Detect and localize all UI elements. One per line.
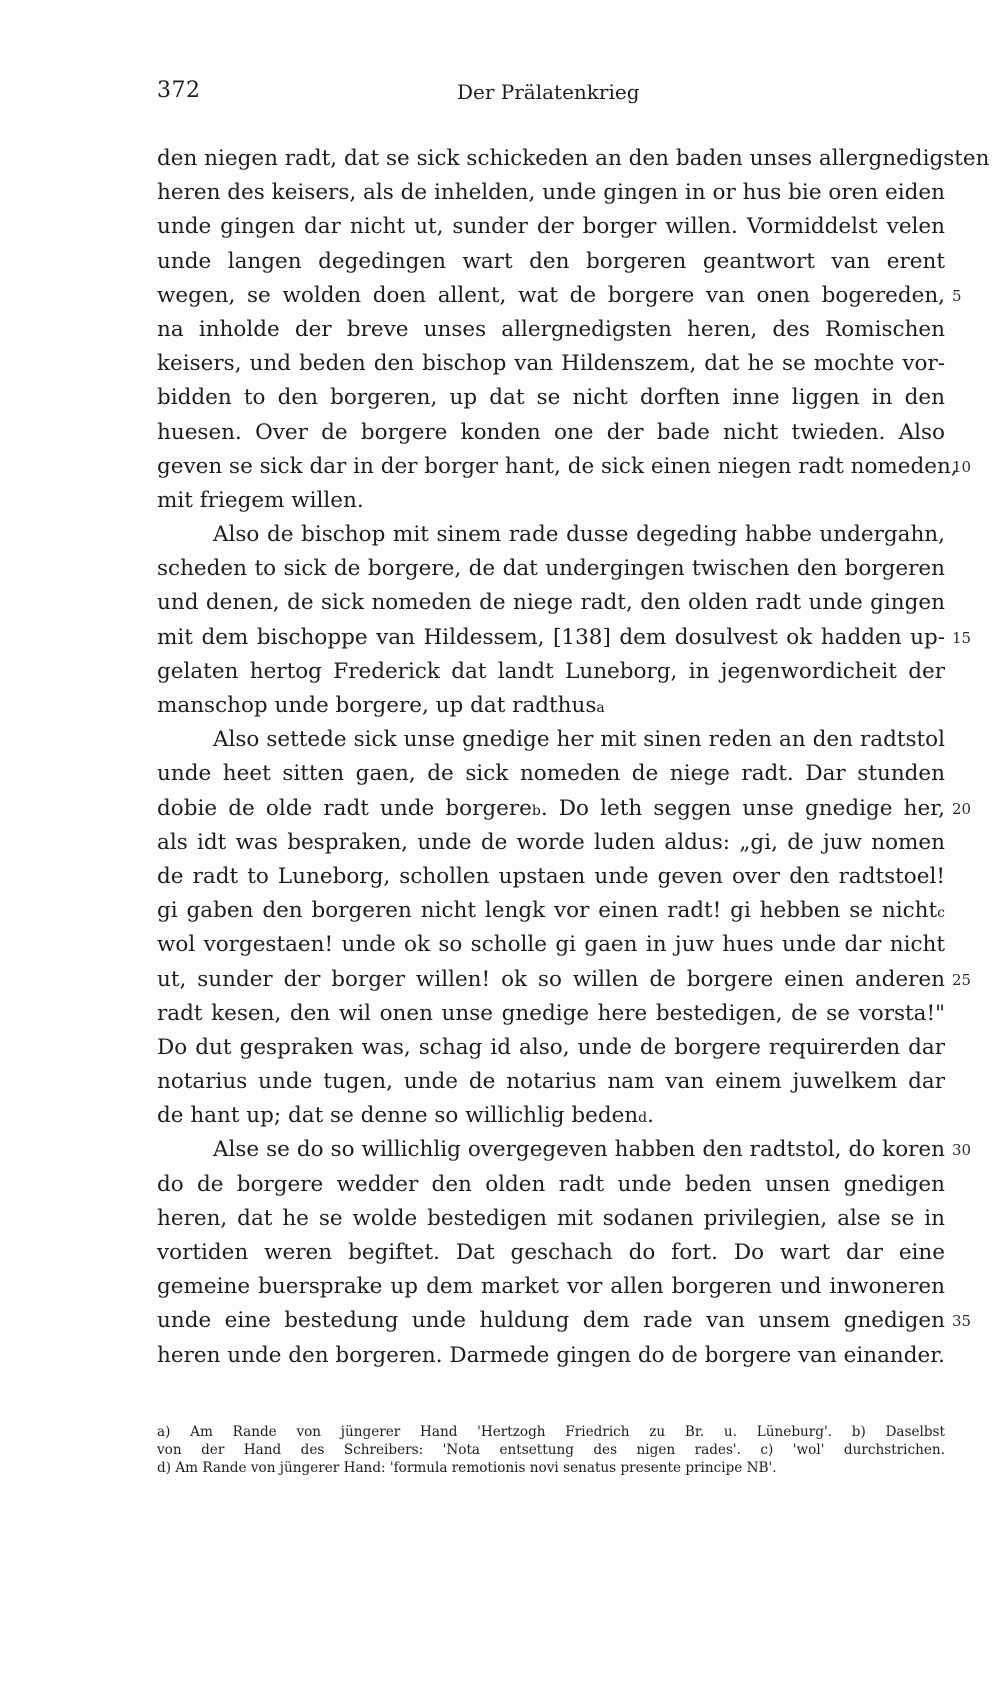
- text-line: [157, 416, 947, 450]
- line-main-text: ut, sunder der borger willen! ok so willen de borgere einen anderen: [157, 966, 945, 992]
- line-rest-text: . Do leth seggen unse gnedige her,: [540, 795, 945, 821]
- line-main-text: wol vorgestaen! unde ok so scholle gi gaen in juw hues unde dar nicht: [157, 932, 945, 958]
- line-text: [157, 1133, 945, 1167]
- line-text: [157, 347, 945, 381]
- line-main-text: radt kesen, den wil onen unse gnedige here bestedigen, de se vorsta!": [157, 1000, 945, 1026]
- footnote-text: von der Hand des Schreibers: 'Nota entsettung des nigen rades'. c) 'wol' durchstrichen.: [157, 1442, 945, 1458]
- line-main-text: dobie de olde radt unde borgere: [157, 795, 532, 821]
- line-main-text: manschop unde borgere, up dat radthus: [157, 693, 597, 718]
- text-line: [157, 1304, 972, 1338]
- text-line: [157, 1202, 947, 1236]
- line-suffix: .: [647, 1103, 654, 1129]
- text-line: [157, 963, 972, 997]
- text-line: [157, 655, 947, 689]
- line-main-text: geven se sick dar in der borger hant, de sick einen niegen radt nomeden,: [157, 453, 958, 479]
- page-number: 372: [157, 78, 201, 103]
- line-main-text: unde eine bestedung unde huldung dem rade van unsem gnedigen: [157, 1308, 945, 1334]
- footnotes: [157, 1423, 947, 1477]
- line-text: [157, 928, 945, 962]
- line-text: [157, 142, 990, 176]
- line-text: [157, 586, 945, 620]
- line-text: [157, 997, 945, 1031]
- line-main-text: gelaten hertog Frederick dat landt Luneborg, in jegenwordicheit der: [157, 658, 945, 684]
- line-text: [157, 1270, 945, 1304]
- line-main-text: mit dem bischoppe van Hildessem, [138] dem dosulvest ok hadden up-: [157, 624, 945, 650]
- line-main-text: unde gingen dar nicht ut, sunder der borger willen. Vormiddelst velen: [157, 214, 945, 240]
- text-line: [157, 894, 947, 928]
- line-main-text: Alse se do so willichlig overgegeven habben den radtstol, do koren: [213, 1137, 945, 1163]
- text-line: [157, 1031, 947, 1065]
- line-text: [157, 518, 945, 552]
- text-line: [157, 1339, 947, 1373]
- footnote-line: [157, 1423, 947, 1441]
- line-main-text: de hant up; dat se denne so willichlig beden: [157, 1103, 639, 1129]
- line-text: [157, 792, 945, 828]
- line-number: 35: [952, 1312, 972, 1331]
- footnote-marker: d: [638, 1110, 648, 1127]
- line-text: [157, 245, 945, 279]
- line-main-text: gemeine buersprake up dem market vor allen borgeren und inwoneren: [157, 1274, 945, 1300]
- footnote-line: [157, 1459, 947, 1477]
- line-text: [157, 826, 945, 860]
- text-line: [157, 1168, 947, 1202]
- text-line: [157, 1270, 947, 1304]
- line-number: 5: [952, 286, 962, 305]
- line-text: [157, 689, 945, 725]
- line-text: [157, 552, 945, 586]
- line-text: [157, 176, 945, 210]
- line-text: [157, 381, 945, 415]
- line-text: [157, 1031, 945, 1065]
- line-main-text: den niegen radt, dat se sick schickeden an den baden unses allergnedigsten: [157, 146, 990, 171]
- line-main-text: Also settede sick unse gnedige her mit sinen reden an den radtstol: [213, 727, 945, 753]
- footnote-marker: b: [531, 802, 541, 819]
- text-line: [157, 586, 947, 620]
- text-line: [157, 723, 947, 757]
- text-line: [157, 552, 947, 586]
- line-main-text: heren, dat he se wolde bestedigen mit sodanen privilegien, alse se in: [157, 1205, 945, 1231]
- text-line: [157, 757, 947, 791]
- running-title: Der Prälatenkrieg: [457, 80, 640, 104]
- text-line: [157, 313, 947, 347]
- line-text: [157, 894, 945, 930]
- text-line: [157, 621, 972, 655]
- line-main-text: gi gaben den borgeren nicht lengk vor einen radt! gi hebben se nicht: [157, 898, 938, 924]
- text-line: [157, 176, 947, 210]
- line-text: [157, 1339, 945, 1373]
- line-text: [157, 963, 945, 997]
- line-main-text: huesen. Over de borgere konden one der bade nicht twieden. Also: [157, 419, 945, 445]
- line-text: [157, 1202, 945, 1236]
- line-main-text: vortiden weren begiftet. Dat geschach do fort. Do wart dar eine: [157, 1240, 945, 1265]
- line-number: 30: [952, 1141, 972, 1160]
- text-line: [157, 1099, 947, 1133]
- footnote-text: d) Am Rande von jüngerer Hand: 'formula remotionis novi senatus presente principe NB'.: [157, 1460, 777, 1476]
- line-main-text: wegen, se wolden doen allent, wat de borgere van onen bogereden,: [157, 282, 945, 308]
- text-line: [157, 381, 947, 415]
- line-main-text: bidden to den borgeren, up dat se nicht dorften inne liggen in den: [157, 385, 945, 411]
- text-line: [157, 279, 962, 313]
- line-main-text: keisers, und beden den bischop van Hildenszem, dat he se mochte vor-: [157, 351, 945, 377]
- line-number: 10: [952, 457, 972, 476]
- footnote-marker: c: [937, 905, 945, 922]
- line-text: [157, 1099, 945, 1135]
- text-line: [157, 1065, 947, 1099]
- line-text: [157, 723, 945, 757]
- text-line: [157, 142, 990, 176]
- footnote-marker: a: [596, 700, 605, 716]
- text-line: [157, 347, 947, 381]
- text-line: [157, 484, 947, 518]
- body-text: [157, 142, 990, 1373]
- line-main-text: Do dut gespraken was, schag id also, unde de borgere requirerden dar: [157, 1034, 945, 1060]
- line-main-text: notarius unde tugen, unde de notarius nam van einem juwelkem dar: [157, 1069, 945, 1095]
- line-text: [157, 416, 945, 450]
- line-text: [157, 1236, 945, 1270]
- line-main-text: na inholde der breve unses allergnedigsten heren, des Romischen: [157, 316, 945, 342]
- line-main-text: heren unde den borgeren. Darmede gingen do de borgere van einander.: [157, 1342, 946, 1368]
- footnote-text: a) Am Rande von jüngerer Hand 'Hertzogh Friedrich zu Br. u. Lüneburg'. b) Daselbst: [157, 1424, 945, 1440]
- line-main-text: Also de bischop mit sinem rade dusse degeding habbe undergahn,: [213, 522, 945, 548]
- line-text: [157, 860, 945, 894]
- text-line: [157, 1236, 947, 1270]
- line-main-text: mit friegem willen.: [157, 487, 364, 513]
- line-text: [157, 484, 945, 518]
- line-main-text: scheden to sick de borgere, de dat undergingen twischen den borgeren: [157, 556, 945, 582]
- line-main-text: heren des keisers, als de inhelden, unde gingen in or hus bie oren eiden: [157, 180, 945, 206]
- text-line: [157, 245, 947, 279]
- line-text: [157, 1168, 945, 1202]
- line-text: [157, 450, 958, 484]
- text-line: [157, 826, 947, 860]
- line-text: [157, 210, 945, 244]
- page-header: [157, 78, 640, 110]
- text-line: [157, 792, 972, 826]
- text-line: [157, 210, 947, 244]
- text-line: [157, 689, 947, 723]
- line-main-text: und denen, de sick nomeden de niege radt, den olden radt unde gingen: [157, 590, 945, 616]
- line-number: 15: [952, 628, 972, 647]
- line-main-text: do de borgere wedder den olden radt unde beden unsen gnedigen: [157, 1171, 945, 1197]
- line-main-text: als idt was bespraken, unde de worde luden aldus: „gi, de juw nomen: [157, 829, 945, 855]
- line-main-text: unde heet sitten gaen, de sick nomeden de niege radt. Dar stunden: [157, 761, 945, 787]
- footnote-line: [157, 1441, 947, 1459]
- line-text: [157, 1065, 945, 1099]
- text-line: [157, 997, 947, 1031]
- text-line: [157, 1133, 972, 1167]
- line-number: 25: [952, 970, 972, 989]
- line-text: [157, 621, 945, 655]
- line-text: [157, 313, 945, 347]
- text-line: [157, 860, 947, 894]
- line-main-text: de radt to Luneborg, schollen upstaen unde geven over den radtstoel!: [157, 863, 945, 889]
- line-text: [157, 1304, 945, 1338]
- text-line: [157, 928, 947, 962]
- line-text: [157, 279, 945, 313]
- line-text: [157, 655, 945, 689]
- line-main-text: unde langen degedingen wart den borgeren geantwort van erent: [157, 248, 945, 274]
- text-line: [157, 450, 972, 484]
- line-text: [157, 757, 945, 791]
- text-line: [157, 518, 947, 552]
- line-number: 20: [952, 799, 972, 818]
